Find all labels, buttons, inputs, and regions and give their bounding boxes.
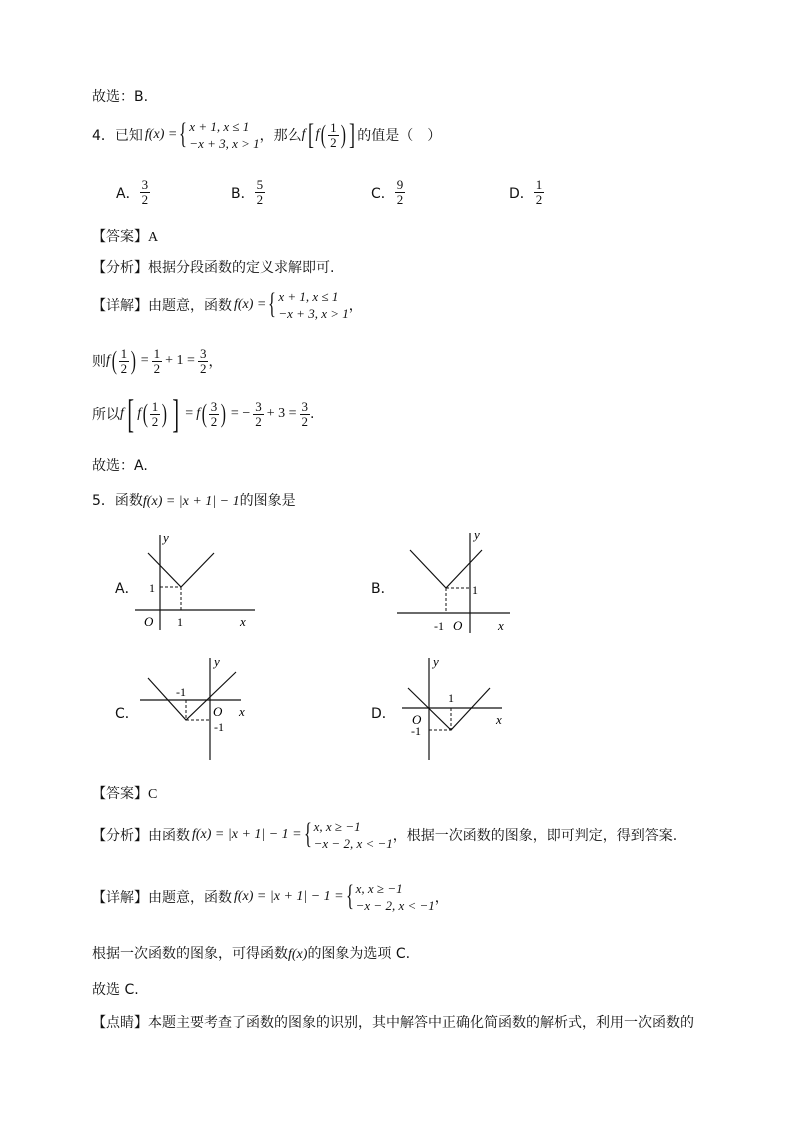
option-fraction <box>534 178 545 207</box>
q4-fraction-half <box>328 121 339 150</box>
detail-case-1: x, x ≥ −1 <box>355 881 403 896</box>
line1-b: 的图象为选项 C. <box>307 946 411 962</box>
q4-option-a <box>116 178 150 207</box>
graph-a <box>130 525 260 635</box>
step1-result <box>198 347 209 376</box>
answer-value: A <box>148 230 159 245</box>
detail-case-2: −x + 3, x > 1 <box>278 306 349 321</box>
option-label: A． <box>116 185 140 202</box>
x-label: x <box>239 704 245 719</box>
q5-number: 5．函数 <box>92 493 143 509</box>
y-tick-label: -1 <box>214 720 224 734</box>
step1-f: f <box>106 353 110 368</box>
y-tick-label: 1 <box>149 581 155 595</box>
fraction-numerator: 1 <box>153 345 161 361</box>
answer-tag: 【答案】 <box>92 229 148 245</box>
x-tick-label: 1 <box>448 691 454 705</box>
option-label: C． <box>371 185 395 202</box>
fraction-numerator: 5 <box>256 177 264 192</box>
detail-piecewise <box>346 880 435 914</box>
q5-option-b-label: B． <box>371 581 395 597</box>
q5-analysis-line <box>92 818 677 852</box>
question-5-stem <box>92 490 296 510</box>
fraction-numerator: 3 <box>210 398 218 414</box>
fraction-denominator: 2 <box>199 360 207 376</box>
question-4-stem <box>92 118 441 152</box>
equals: = <box>140 353 149 368</box>
y-tick-label: 1 <box>472 583 478 597</box>
q4-f-outer: f <box>301 127 306 142</box>
graph-d <box>400 652 512 764</box>
plus-one-equals: + 1 = <box>165 353 195 368</box>
q4-fx: f(x) = <box>144 127 178 142</box>
equals-minus: = − <box>230 406 251 421</box>
analysis-case-1: x, x ≥ −1 <box>313 819 361 834</box>
q4-analysis-line <box>92 257 334 277</box>
option-label: D． <box>509 185 534 202</box>
origin-label: O <box>144 614 154 629</box>
step2-three-half-2 <box>253 400 264 429</box>
line1-fx: f(x) <box>288 947 308 962</box>
x-tick-label: -1 <box>176 685 186 699</box>
comment-text: 本题主要考查了函数的图象的识别，其中解答中正确化简函数的解析式，利用一次函数的 <box>148 1015 694 1031</box>
bracket-open: [ <box>127 391 134 436</box>
q4-f-inner: f <box>315 127 320 142</box>
answer-value: C <box>148 787 158 802</box>
q4-step-2 <box>92 391 315 436</box>
detail-case-2: −x − 2, x < −1 <box>355 898 435 913</box>
fraction-numerator: 3 <box>255 398 262 414</box>
step1-prefix: 则 <box>92 354 106 370</box>
paren-close: ) <box>162 399 168 428</box>
analysis-suffix: ，根据一次函数的图象，即可判定，得到答案. <box>392 828 678 844</box>
q5-option-a-label: A． <box>115 581 139 597</box>
analysis-case-2: −x − 2, x < −1 <box>313 836 393 851</box>
comment-tag: 【点睛】 <box>92 1015 148 1031</box>
graph-c <box>138 652 253 764</box>
step1-half <box>119 347 130 376</box>
fraction-numerator: 1 <box>151 398 159 414</box>
fraction-denominator: 2 <box>255 413 262 429</box>
q4-case-1: x + 1, x ≤ 1 <box>189 119 250 134</box>
fraction-numerator: 3 <box>199 345 207 361</box>
fraction-denominator: 2 <box>301 413 309 429</box>
q5-detail-line <box>92 880 449 914</box>
q5-option-c-label: C． <box>115 706 139 722</box>
option-label: B． <box>231 185 255 202</box>
x-tick-label: -1 <box>434 619 444 633</box>
step2-three-half <box>209 400 220 429</box>
detail-intro: 由题意，函数 <box>148 298 232 314</box>
q4-number: 4．已知 <box>92 128 143 144</box>
paren-open: ( <box>142 399 149 428</box>
detail-case-1: x + 1, x ≤ 1 <box>278 289 339 304</box>
step2-f-inner: f <box>137 406 142 421</box>
q4-case-2: −x + 3, x > 1 <box>189 136 260 151</box>
y-label: y <box>433 654 439 669</box>
analysis-text: 根据分段函数的定义求解即可. <box>148 260 335 276</box>
fraction-denominator: 2 <box>151 413 159 429</box>
step2-f-outer: f <box>120 406 124 421</box>
step2-f: f <box>196 406 201 421</box>
fraction-denominator: 2 <box>210 413 218 429</box>
detail-prefix: 由题意，函数 <box>148 890 232 906</box>
detail-comma: ， <box>348 298 363 314</box>
y-label: y <box>474 527 480 542</box>
fraction-numerator: 9 <box>396 177 404 192</box>
paren-close: ) <box>220 399 227 428</box>
paren-open: ( <box>321 120 327 149</box>
detail-piecewise <box>268 288 348 322</box>
detail-fx: f(x) = <box>234 297 267 312</box>
bracket-close: ] <box>172 391 179 436</box>
step1-end: ， <box>208 354 223 370</box>
fraction-numerator: 3 <box>301 398 309 414</box>
q5-suffix: 的图象是 <box>239 493 296 509</box>
paren-open: ( <box>201 399 208 428</box>
step2-half <box>150 400 161 429</box>
q4-conclusion: 故选：A. <box>92 458 148 474</box>
q4-detail-line <box>92 288 363 322</box>
function-line <box>148 672 236 720</box>
fraction-denominator: 2 <box>120 360 128 376</box>
step2-end: . <box>310 406 315 422</box>
fraction-denominator: 2 <box>535 192 543 207</box>
paren-close: ) <box>130 346 136 375</box>
paren-close: ) <box>340 120 346 149</box>
fraction-numerator: 1 <box>535 177 543 192</box>
analysis-piecewise <box>304 818 393 852</box>
bracket-open: [ <box>307 118 314 151</box>
fraction-denominator: 2 <box>141 192 149 207</box>
step2-prefix: 所以 <box>92 407 120 423</box>
q4-tail: 的值是（ ） <box>357 128 442 144</box>
origin-label: O <box>412 712 422 727</box>
x-label: x <box>496 712 502 727</box>
q5-answer-line <box>92 783 157 803</box>
analysis-tag: 【分析】 <box>92 260 148 276</box>
y-label: y <box>214 654 220 669</box>
q4-option-b <box>231 178 265 207</box>
y-label: y <box>163 530 169 545</box>
fraction-numerator: 3 <box>141 177 149 192</box>
option-fraction <box>395 178 406 207</box>
previous-answer: 故选：B. <box>92 89 149 105</box>
brace-glyph: { <box>268 287 277 320</box>
detail-comma: ， <box>434 890 449 906</box>
analysis-fx: f(x) = |x + 1| − 1 = <box>192 827 302 842</box>
answer-tag: 【答案】 <box>92 786 148 802</box>
x-tick-label: 1 <box>177 615 183 629</box>
x-label: x <box>240 614 246 629</box>
brace-glyph: { <box>345 879 354 912</box>
fraction-numerator: 1 <box>330 119 337 135</box>
fraction-denominator: 2 <box>153 360 161 376</box>
y-tick-label: -1 <box>411 724 421 738</box>
analysis-prefix: 由函数 <box>148 828 190 844</box>
q5-comment-line <box>92 1012 694 1032</box>
plus-three-equals: + 3 = <box>266 406 297 421</box>
detail-tag: 【详解】 <box>92 890 148 906</box>
q5-fx: f(x) = |x + 1| − 1 <box>142 494 240 509</box>
q5-option-d-label: D． <box>371 706 396 722</box>
q4-option-d <box>509 178 544 207</box>
line1-a: 根据一次函数的图象，可得函数 <box>92 946 288 962</box>
paren-open: ( <box>111 346 117 375</box>
fraction-numerator: 1 <box>120 345 128 361</box>
q4-mid-text: ，那么 <box>259 128 302 144</box>
q4-step-1 <box>92 346 222 376</box>
q4-piecewise <box>179 118 259 152</box>
function-line <box>148 553 214 587</box>
option-fraction <box>255 178 266 207</box>
brace-glyph: { <box>179 117 188 150</box>
option-fraction <box>140 178 151 207</box>
fraction-denominator: 2 <box>256 192 264 207</box>
fraction-denominator: 2 <box>396 192 404 207</box>
q5-detail-line-2 <box>92 943 410 963</box>
x-label: x <box>498 618 504 633</box>
origin-label: O <box>453 618 463 633</box>
detail-tag: 【详解】 <box>92 298 148 314</box>
step1-half-2 <box>152 347 163 376</box>
step2-result <box>300 400 311 429</box>
graph-b <box>392 525 517 635</box>
q4-option-c <box>371 178 405 207</box>
brace-glyph: { <box>303 817 312 850</box>
q5-conclusion: 故选 C. <box>92 982 139 998</box>
bracket-close: ] <box>349 118 356 151</box>
analysis-tag: 【分析】 <box>92 828 148 844</box>
origin-label: O <box>213 704 223 719</box>
fraction-denominator: 2 <box>330 134 337 150</box>
equals: = <box>185 406 194 421</box>
detail-fx: f(x) = |x + 1| − 1 = <box>234 889 344 904</box>
q4-answer-line <box>92 226 158 246</box>
